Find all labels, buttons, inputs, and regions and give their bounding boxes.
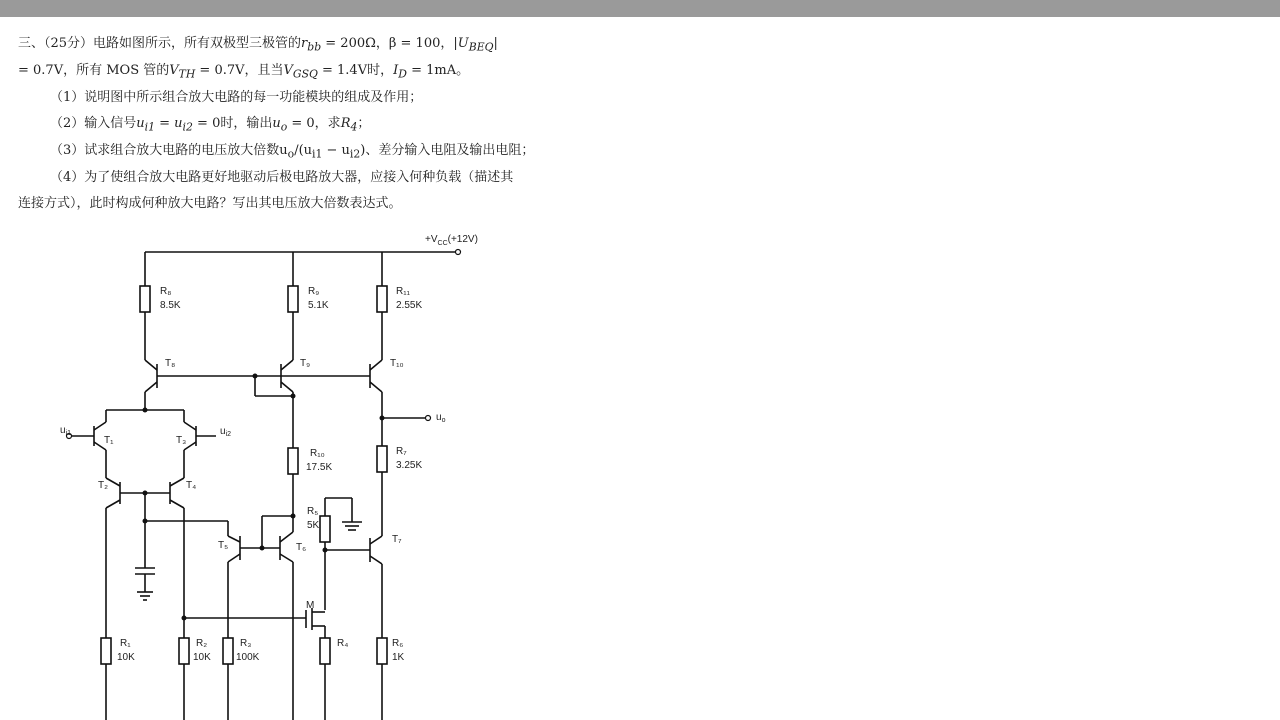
problem-line-1: 三、（25分）电路如图所示，所有双极型三极管的$r_{bb} = 200\Omega$，β = 100，$|U_{BEQ}|$ [18, 36, 498, 54]
r1-value: 10K [117, 652, 135, 663]
vcc-label: $+V_{CC}(+12V)$ [425, 234, 478, 247]
r1-name: R₁ [120, 638, 131, 649]
resistor-r9 [288, 286, 298, 312]
top-bar [0, 0, 1280, 17]
t6-label: T₆ [296, 542, 307, 553]
r6-value: 1K [392, 652, 405, 663]
r6-name: R₆ [392, 638, 404, 649]
t9-label: T₉ [300, 358, 311, 369]
r7-value: 3.25K [396, 460, 423, 471]
r9-value: 5.1K [308, 300, 329, 311]
question-3: （3）试求组合放大电路的电压放大倍数$u_o/(u_{i1} - u_{i2})$、差分输入电阻及输出电阻； [50, 143, 535, 161]
r9-name: R₉ [308, 286, 320, 297]
input1-label: $u_{i1}$ [60, 425, 72, 437]
r2-name: R₂ [196, 638, 208, 649]
resistor-r8 [140, 286, 150, 312]
mos-label: M [306, 600, 315, 611]
t1-label: T₁ [104, 435, 114, 446]
r10-name: R₁₀ [310, 448, 325, 459]
resistor-r11 [377, 286, 387, 312]
t8-label: T₈ [165, 358, 176, 369]
r5-value: 5K [307, 520, 320, 531]
r3-value: 100K [236, 652, 260, 663]
t5-label: T₅ [218, 540, 229, 551]
input2-label: $u_{i2}$ [220, 426, 232, 438]
resistor-r5 [320, 516, 330, 542]
resistor-r3 [223, 638, 233, 664]
problem-line-2: = 0.7V，所有 MOS 管的$V_{TH} = 0.7V$，且当$V_{GSQ} = 1.4V$时，$I_D = 1mA$。 [18, 63, 470, 81]
r5-name: R₅ [307, 506, 319, 517]
resistor-r6 [377, 638, 387, 664]
r3-name: R₃ [240, 638, 252, 649]
circuit-diagram [0, 220, 520, 720]
t2-label: T₂ [98, 480, 108, 491]
question-1: （1）说明图中所示组合放大电路的每一功能模块的组成及作用； [50, 90, 423, 105]
r10-value: 17.5K [306, 462, 333, 473]
question-4-line-2: 连接方式），此时构成何种放大电路？写出其电压放大倍数表达式。 [18, 196, 402, 211]
resistor-r4 [320, 638, 330, 664]
r7-name: R₇ [396, 446, 407, 457]
r8-name: R₈ [160, 286, 172, 297]
r11-name: R₁₁ [396, 286, 410, 297]
resistor-r10 [288, 448, 298, 474]
resistor-r2 [179, 638, 189, 664]
resistor-r7 [377, 446, 387, 472]
t10-label: T₁₀ [390, 358, 404, 369]
r11-value: 2.55K [396, 300, 423, 311]
t4-label: T₄ [186, 480, 197, 491]
r2-value: 10K [193, 652, 211, 663]
t7-label: T₇ [392, 534, 402, 545]
resistor-r1 [101, 638, 111, 664]
output-label: $u_o$ [436, 412, 446, 424]
question-2: （2）输入信号$u_{i1} = u_{i2} = 0$时，输出$u_o = 0$，求$R_4$； [50, 116, 371, 134]
r8-value: 8.5K [160, 300, 181, 311]
r4-name: R₄ [337, 638, 349, 649]
t3-label: T₃ [176, 435, 187, 446]
question-4-line-1: （4）为了使组合放大电路更好地驱动后极电路放大器，应接入何种负载（描述其 [50, 170, 514, 185]
